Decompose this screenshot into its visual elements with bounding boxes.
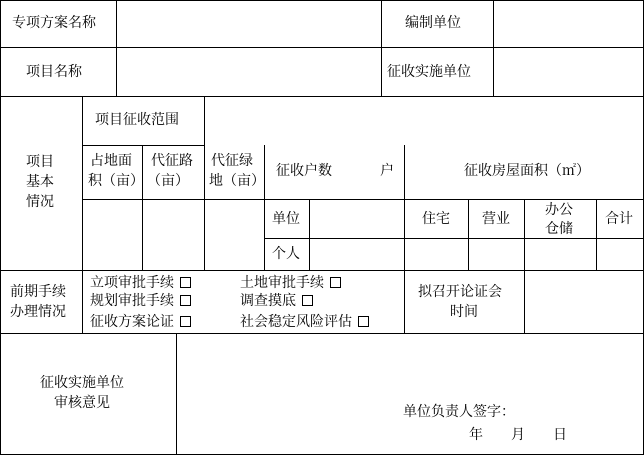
checklist-item-label: 社会稳定风险评估 (240, 314, 352, 330)
checklist-item[interactable] (240, 274, 341, 292)
checklist-item-label: 土地审批手续 (240, 275, 324, 291)
grid-line (264, 238, 644, 239)
households-unit: 户 (380, 163, 394, 179)
checklist-item-label: 规划审批手续 (90, 293, 174, 309)
signature-label: 单位负责人签字： (403, 404, 515, 420)
grid-line (82, 96, 83, 333)
grid-line (381, 0, 382, 96)
grid-line (0, 96, 644, 97)
checkbox[interactable] (302, 295, 313, 306)
road-label-line1: 代征路 (151, 153, 193, 169)
project-plan-name-field[interactable] (117, 1, 381, 47)
checklist-item-label: 征收方案论证 (90, 314, 174, 330)
unit-row-label: 单位 (272, 211, 300, 227)
grid-line (264, 145, 265, 270)
road-label-line2: （亩） (147, 173, 189, 189)
compile-unit-field[interactable] (494, 1, 643, 47)
grid-line (596, 199, 597, 270)
grid-line (204, 96, 205, 270)
grid-line (309, 199, 310, 270)
date-label: 年 月 日 (469, 427, 567, 443)
grid-line (404, 270, 405, 333)
grid-line (0, 333, 644, 334)
checklist-item[interactable] (90, 274, 191, 292)
checkbox[interactable] (330, 277, 341, 288)
checkbox[interactable] (180, 295, 191, 306)
house-area-label: 征收房屋面积（㎡） (464, 163, 590, 179)
project-name-label: 项目名称 (26, 64, 82, 80)
checklist-item[interactable] (90, 313, 191, 331)
green-label-line2: 地（亩） (209, 173, 265, 189)
checklist-item-label: 立项审批手续 (90, 275, 174, 291)
compile-unit-label: 编制单位 (405, 15, 461, 31)
hearing-time-label-line1: 拟召开论证会 (418, 284, 502, 300)
office-label-line2: 仓储 (545, 221, 573, 237)
households-label: 征收户数 (276, 163, 332, 179)
basic-info-label-line2: 基本 (26, 174, 54, 190)
grid-line (524, 270, 525, 333)
checklist-item[interactable] (240, 313, 369, 331)
project-name-field[interactable] (117, 48, 381, 96)
scope-label: 项目征收范围 (95, 112, 179, 128)
grid-line (0, 270, 644, 271)
grid-line (524, 199, 525, 270)
review-label-line2: 审核意见 (54, 395, 110, 411)
grid-line (0, 0, 1, 455)
grid-line (82, 145, 204, 146)
basic-info-label-line1: 项目 (26, 154, 54, 170)
grid-line (82, 199, 644, 200)
checklist-item[interactable] (240, 292, 313, 310)
pre-procedures-label-line2: 办理情况 (10, 304, 66, 320)
green-label-line1: 代征绿 (211, 153, 253, 169)
basic-info-label-line3: 情况 (26, 194, 54, 210)
residential-label: 住宅 (422, 211, 450, 227)
grid-line (142, 145, 143, 270)
checkbox[interactable] (358, 316, 369, 327)
review-label-line1: 征收实施单位 (40, 375, 124, 391)
grid-line (176, 333, 177, 455)
pre-procedures-label-line1: 前期手续 (10, 284, 66, 300)
hearing-time-label-line2: 时间 (450, 304, 478, 320)
land-area-label-line2: 积（亩） (88, 173, 144, 189)
grid-line (468, 199, 469, 270)
expropriation-unit-field[interactable] (494, 48, 643, 96)
project-plan-name-label: 专项方案名称 (12, 15, 96, 31)
total-label: 合计 (605, 211, 633, 227)
checkbox[interactable] (180, 316, 191, 327)
checklist-item[interactable] (90, 292, 191, 310)
land-area-label-line1: 占地面 (90, 153, 132, 169)
office-label-line1: 办公 (545, 202, 573, 218)
individual-row-label: 个人 (272, 246, 300, 262)
business-label: 营业 (482, 211, 510, 227)
expropriation-unit-label: 征收实施单位 (387, 64, 471, 80)
checklist-item-label: 调查摸底 (240, 293, 296, 309)
grid-line (404, 145, 405, 270)
checkbox[interactable] (180, 277, 191, 288)
